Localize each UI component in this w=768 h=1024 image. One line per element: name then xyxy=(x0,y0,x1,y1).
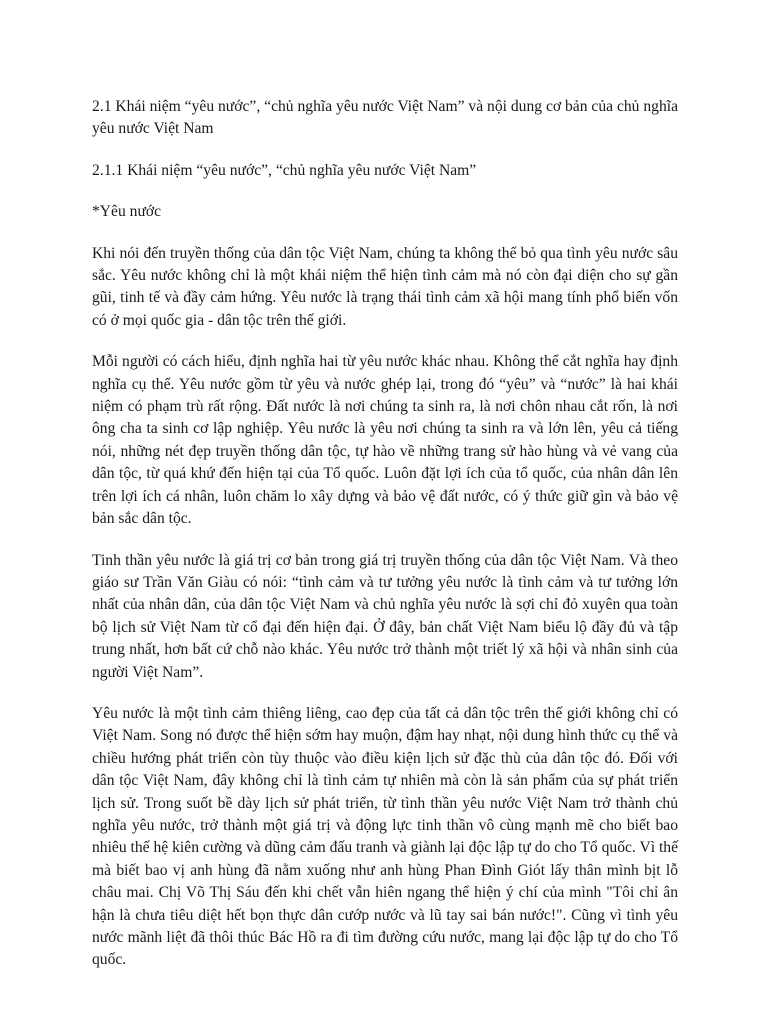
topic-heading: *Yêu nước xyxy=(92,203,162,221)
section-heading: 2.1 Khái niệm “yêu nước”, “chủ nghĩa yêu nước Việt Nam” và nội dung cơ bản của chủ nghĩa yêu nước Việt Nam xyxy=(92,98,679,138)
paragraph-3: Tinh thần yêu nước là giá trị cơ bản trong giá trị truyền thống của dân tộc Việt Nam. Và theo giáo sư Trần Văn Giàu có nói: “tình cảm và tư tưởng yêu nước là tình cảm và tư tưởng lớn nhất của nhân dân, của dân tộc Việt Nam và chủ nghĩa yêu nước là sợi chỉ đỏ xuyên qua toàn bộ lịch sử Việt Nam từ cổ đại đến hiện đại. Ở đây, bản chất Việt Nam biểu lộ đầy đủ và tập trung nhất, hơn bất cứ chỗ nào khác. Yêu nước trở thành một triết lý xã hội và nhân sinh của người Việt Nam”. xyxy=(92,551,678,681)
paragraph-1: Khi nói đến truyền thống của dân tộc Việt Nam, chúng ta không thể bỏ qua tình yêu nước sâu sắc. Yêu nước không chỉ là một khái niệm thể hiện tình cảm mà nó còn đại diện cho sự gần gũi, tinh tế và đầy cảm hứng. Yêu nước là trạng thái tình cảm xã hội mang tính phổ biến vốn có ở mọi quốc gia - dân tộc trên thế giới. xyxy=(92,244,678,329)
subsection-heading: 2.1.1 Khái niệm “yêu nước”, “chủ nghĩa yêu nước Việt Nam” xyxy=(92,161,477,179)
paragraph-2: Mỗi người có cách hiểu, định nghĩa hai từ yêu nước khác nhau. Không thể cắt nghĩa hay định nghĩa cụ thể. Yêu nước gồm từ yêu và nước ghép lại, trong đó “yêu” và “nước” là hai khái niệm có phạm trù rất rộng. Đất nước là nơi chúng ta sinh ra, là nơi chôn nhau cắt rốn, là nơi ông cha ta sinh cơ lập nghiệp. Yêu nước là yêu nơi chúng ta sinh ra và lớn lên, yêu cả tiếng nói, những nét đẹp truyền thống dân tộc, tự hào về những trang sử hào hùng và vẻ vang của dân tộc, từ quá khứ đến hiện tại của Tổ quốc. Luôn đặt lợi ích của tổ quốc, của nhân dân lên trên lợi ích cá nhân, luôn chăm lo xây dựng và bảo vệ đất nước, có ý thức giữ gìn và bảo vệ bản sắc dân tộc. xyxy=(92,353,678,528)
paragraph-4: Yêu nước là một tình cảm thiêng liêng, cao đẹp của tất cả dân tộc trên thế giới không chỉ có Việt Nam. Song nó được thể hiện sớm hay muộn, đậm hay nhạt, nội dung hình thức cụ thể và chiều hướng phát triển còn tùy thuộc vào điều kiện lịch sử đặc thù của dân tộc đó. Đối với dân tộc Việt Nam, đây không chỉ là tình cảm tự nhiên mà còn là sản phẩm của sự phát triển lịch sử. Trong suốt bề dày lịch sử phát triển, từ tình thần yêu nước Việt Nam trở thành chủ nghĩa yêu nước, trở thành một giá trị và động lực tinh thần vô cùng mạnh mẽ cho biết bao nhiêu thế hệ kiên cường và dũng cảm đấu tranh và giành lại độc lập tự do cho Tổ quốc. Vì thế mà biết bao vị anh hùng đã nằm xuống như anh hùng Phan Đình Giót lấy thân mình bịt lỗ châu mai. Chị Võ Thị Sáu đến khi chết vẫn hiên ngang thể hiện ý chí của mình "Tôi chỉ ân hận là chưa tiêu diệt hết bọn thực dân cướp nước và lũ tay sai bán nước!". Cũng vì tình yêu nước mãnh liệt đã thôi thúc Bác Hồ ra đi tìm đường cứu nước, mang lại độc lập tự do cho Tổ quốc. xyxy=(92,704,678,969)
document-page xyxy=(92,96,678,991)
